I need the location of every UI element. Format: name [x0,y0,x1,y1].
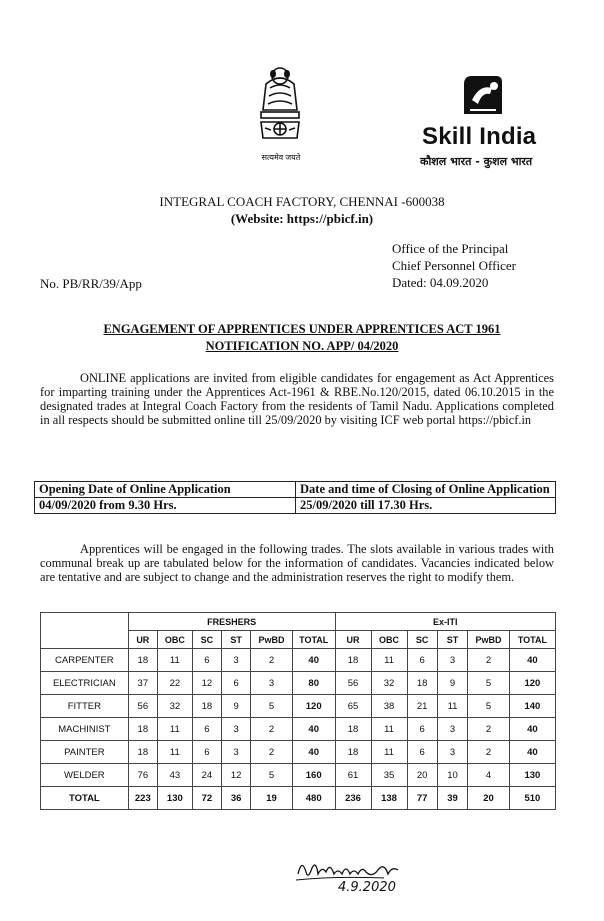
exiti-pwbd-cell: 5 [468,672,510,695]
organization-name: INTEGRAL COACH FACTORY, CHENNAI -600038 [159,194,445,209]
exiti-sc-cell: 20 [407,764,437,787]
exiti-obc-cell: 32 [371,672,407,695]
national-emblem [253,62,307,158]
signature [294,852,414,902]
lion-capital-icon [253,62,307,158]
exiti-sc-cell: 21 [407,695,437,718]
freshers-col-header-total: TOTAL [292,631,335,649]
exiti-pwbd-cell: 4 [468,764,510,787]
table-row [41,672,556,695]
exiti-ur-cell: 56 [335,672,371,695]
exiti-total-cell: 130 [509,764,555,787]
trade-name-cell: WELDER [41,764,129,787]
freshers-obc-cell: 11 [157,649,192,672]
exiti-ur-cell: 18 [335,741,371,764]
trade-name-cell: CARPENTER [41,649,129,672]
exiti-pwbd-cell: 2 [468,718,510,741]
freshers-total-cell: 40 [292,741,335,764]
skill-india-logo [418,70,578,170]
trades-text: Apprentices will be engaged in the following trades. The slots available in various trades with communal break up are tabulated below for the information of candidates. Vacancies indicated below are tentative and are subject to change and the administration reserves the right to modify them. [40,542,554,584]
freshers-col-header-st: ST [222,631,251,649]
freshers-ur-cell: 37 [128,672,157,695]
freshers-total-cell: 40 [292,649,335,672]
trade-name-cell: PAINTER [41,741,129,764]
exiti-st-cell: 39 [437,787,467,810]
exiti-obc-cell: 11 [371,741,407,764]
freshers-obc-cell: 11 [157,741,192,764]
office-dated: Dated: 04.09.2020 [392,275,489,290]
freshers-ur-cell: 18 [128,741,157,764]
opening-date-value: 04/09/2020 from 9.30 Hrs. [35,498,296,514]
table-row [41,695,556,718]
exiti-col-header-obc: OBC [371,631,407,649]
freshers-sc-cell: 72 [192,787,221,810]
freshers-group-header: FRESHERS [128,613,335,631]
exiti-ur-cell: 65 [335,695,371,718]
invitation-text: ONLINE applications are invited from eligible candidates for engagement as Act Apprentices for imparting training under the Apprentices Act-1961 & RBE.No.120/2015, dated 06.10.2015 in the designated trades at Integral Coach Factory from the residents of Tamil Nadu. Applications completed in all respects should be submitted online till 25/09/2020 by visiting ICF web portal https://pbicf.in [40,371,554,427]
exiti-total-cell: 140 [509,695,555,718]
exiti-pwbd-cell: 5 [468,695,510,718]
trade-name-cell: TOTAL [41,787,129,810]
trade-header-blank [41,613,129,649]
freshers-st-cell: 9 [222,695,251,718]
exiti-total-cell: 40 [509,649,555,672]
freshers-sc-cell: 6 [192,718,221,741]
exiti-st-cell: 11 [437,695,467,718]
exiti-st-cell: 3 [437,649,467,672]
freshers-col-header-pwbd: PwBD [251,631,293,649]
freshers-ur-cell: 56 [128,695,157,718]
freshers-ur-cell: 18 [128,718,157,741]
freshers-sc-cell: 6 [192,649,221,672]
freshers-obc-cell: 11 [157,718,192,741]
freshers-sc-cell: 6 [192,741,221,764]
exiti-obc-cell: 38 [371,695,407,718]
freshers-obc-cell: 22 [157,672,192,695]
vacancy-table [40,612,556,810]
freshers-total-cell: 40 [292,718,335,741]
exiti-st-cell: 9 [437,672,467,695]
freshers-ur-cell: 76 [128,764,157,787]
exiti-col-header-sc: SC [407,631,437,649]
skill-india-mark-icon [458,70,508,120]
exiti-col-header-total: TOTAL [509,631,555,649]
freshers-ur-cell: 223 [128,787,157,810]
table-row [41,764,556,787]
freshers-st-cell: 6 [222,672,251,695]
freshers-pwbd-cell: 19 [251,787,293,810]
application-dates-table [34,481,556,514]
invitation-paragraph [40,371,554,427]
exiti-sc-cell: 6 [407,718,437,741]
exiti-pwbd-cell: 20 [468,787,510,810]
closing-date-label: Date and time of Closing of Online Application [296,482,556,498]
office-line-1: Office of the Principal [392,241,509,256]
freshers-st-cell: 36 [222,787,251,810]
skill-india-hindi-text: कौशल भारत - कुशल भारत [420,155,533,168]
freshers-obc-cell: 43 [157,764,192,787]
freshers-col-header-obc: OBC [157,631,192,649]
table-row [41,741,556,764]
trades-paragraph [40,542,554,584]
table-row [41,718,556,741]
exiti-col-header-st: ST [437,631,467,649]
exiti-pwbd-cell: 2 [468,741,510,764]
exiti-st-cell: 10 [437,764,467,787]
exiti-sc-cell: 18 [407,672,437,695]
signature-date: 4.9.2020 [338,880,396,895]
exiti-total-cell: 40 [509,718,555,741]
freshers-sc-cell: 12 [192,672,221,695]
exiti-total-cell: 40 [509,741,555,764]
exiti-sc-cell: 6 [407,649,437,672]
freshers-pwbd-cell: 2 [251,649,293,672]
freshers-st-cell: 3 [222,649,251,672]
freshers-total-cell: 80 [292,672,335,695]
exiti-group-header: Ex-ITI [335,613,555,631]
freshers-total-cell: 480 [292,787,335,810]
trade-name-cell: ELECTRICIAN [41,672,129,695]
website-line: (Website: https://pbicf.in) [230,211,374,226]
exiti-st-cell: 3 [437,741,467,764]
closing-date-value: 25/09/2020 till 17.30 Hrs. [296,498,556,514]
freshers-pwbd-cell: 2 [251,741,293,764]
freshers-st-cell: 12 [222,764,251,787]
trade-name-cell: FITTER [41,695,129,718]
exiti-sc-cell: 77 [407,787,437,810]
reference-number: No. PB/RR/39/App [40,276,142,291]
exiti-col-header-ur: UR [335,631,371,649]
freshers-sc-cell: 18 [192,695,221,718]
skill-india-text: Skill India [422,123,537,150]
freshers-pwbd-cell: 2 [251,718,293,741]
exiti-st-cell: 3 [437,718,467,741]
freshers-ur-cell: 18 [128,649,157,672]
freshers-sc-cell: 24 [192,764,221,787]
exiti-sc-cell: 6 [407,741,437,764]
freshers-total-cell: 120 [292,695,335,718]
trade-name-cell: MACHINIST [41,718,129,741]
table-total-row [41,787,556,810]
exiti-obc-cell: 11 [371,649,407,672]
freshers-obc-cell: 130 [157,787,192,810]
notification-number: NOTIFICATION NO. APP/ 04/2020 [205,339,399,353]
exiti-pwbd-cell: 2 [468,649,510,672]
freshers-total-cell: 160 [292,764,335,787]
freshers-st-cell: 3 [222,718,251,741]
exiti-ur-cell: 18 [335,649,371,672]
exiti-ur-cell: 61 [335,764,371,787]
freshers-pwbd-cell: 3 [251,672,293,695]
exiti-ur-cell: 18 [335,718,371,741]
freshers-col-header-ur: UR [128,631,157,649]
freshers-pwbd-cell: 5 [251,695,293,718]
exiti-total-cell: 120 [509,672,555,695]
freshers-col-header-sc: SC [192,631,221,649]
table-group-header-row [41,613,556,631]
office-line-2: Chief Personnel Officer [392,258,516,273]
opening-date-label: Opening Date of Online Application [35,482,296,498]
freshers-st-cell: 3 [222,741,251,764]
table-row [41,649,556,672]
notice-title: ENGAGEMENT OF APPRENTICES UNDER APPRENTICES ACT 1961 [103,322,501,336]
emblem-caption: सत्यमेव जयते [261,153,301,162]
exiti-ur-cell: 236 [335,787,371,810]
exiti-col-header-pwbd: PwBD [468,631,510,649]
exiti-obc-cell: 11 [371,718,407,741]
freshers-obc-cell: 32 [157,695,192,718]
exiti-total-cell: 510 [509,787,555,810]
freshers-pwbd-cell: 5 [251,764,293,787]
exiti-obc-cell: 138 [371,787,407,810]
exiti-obc-cell: 35 [371,764,407,787]
